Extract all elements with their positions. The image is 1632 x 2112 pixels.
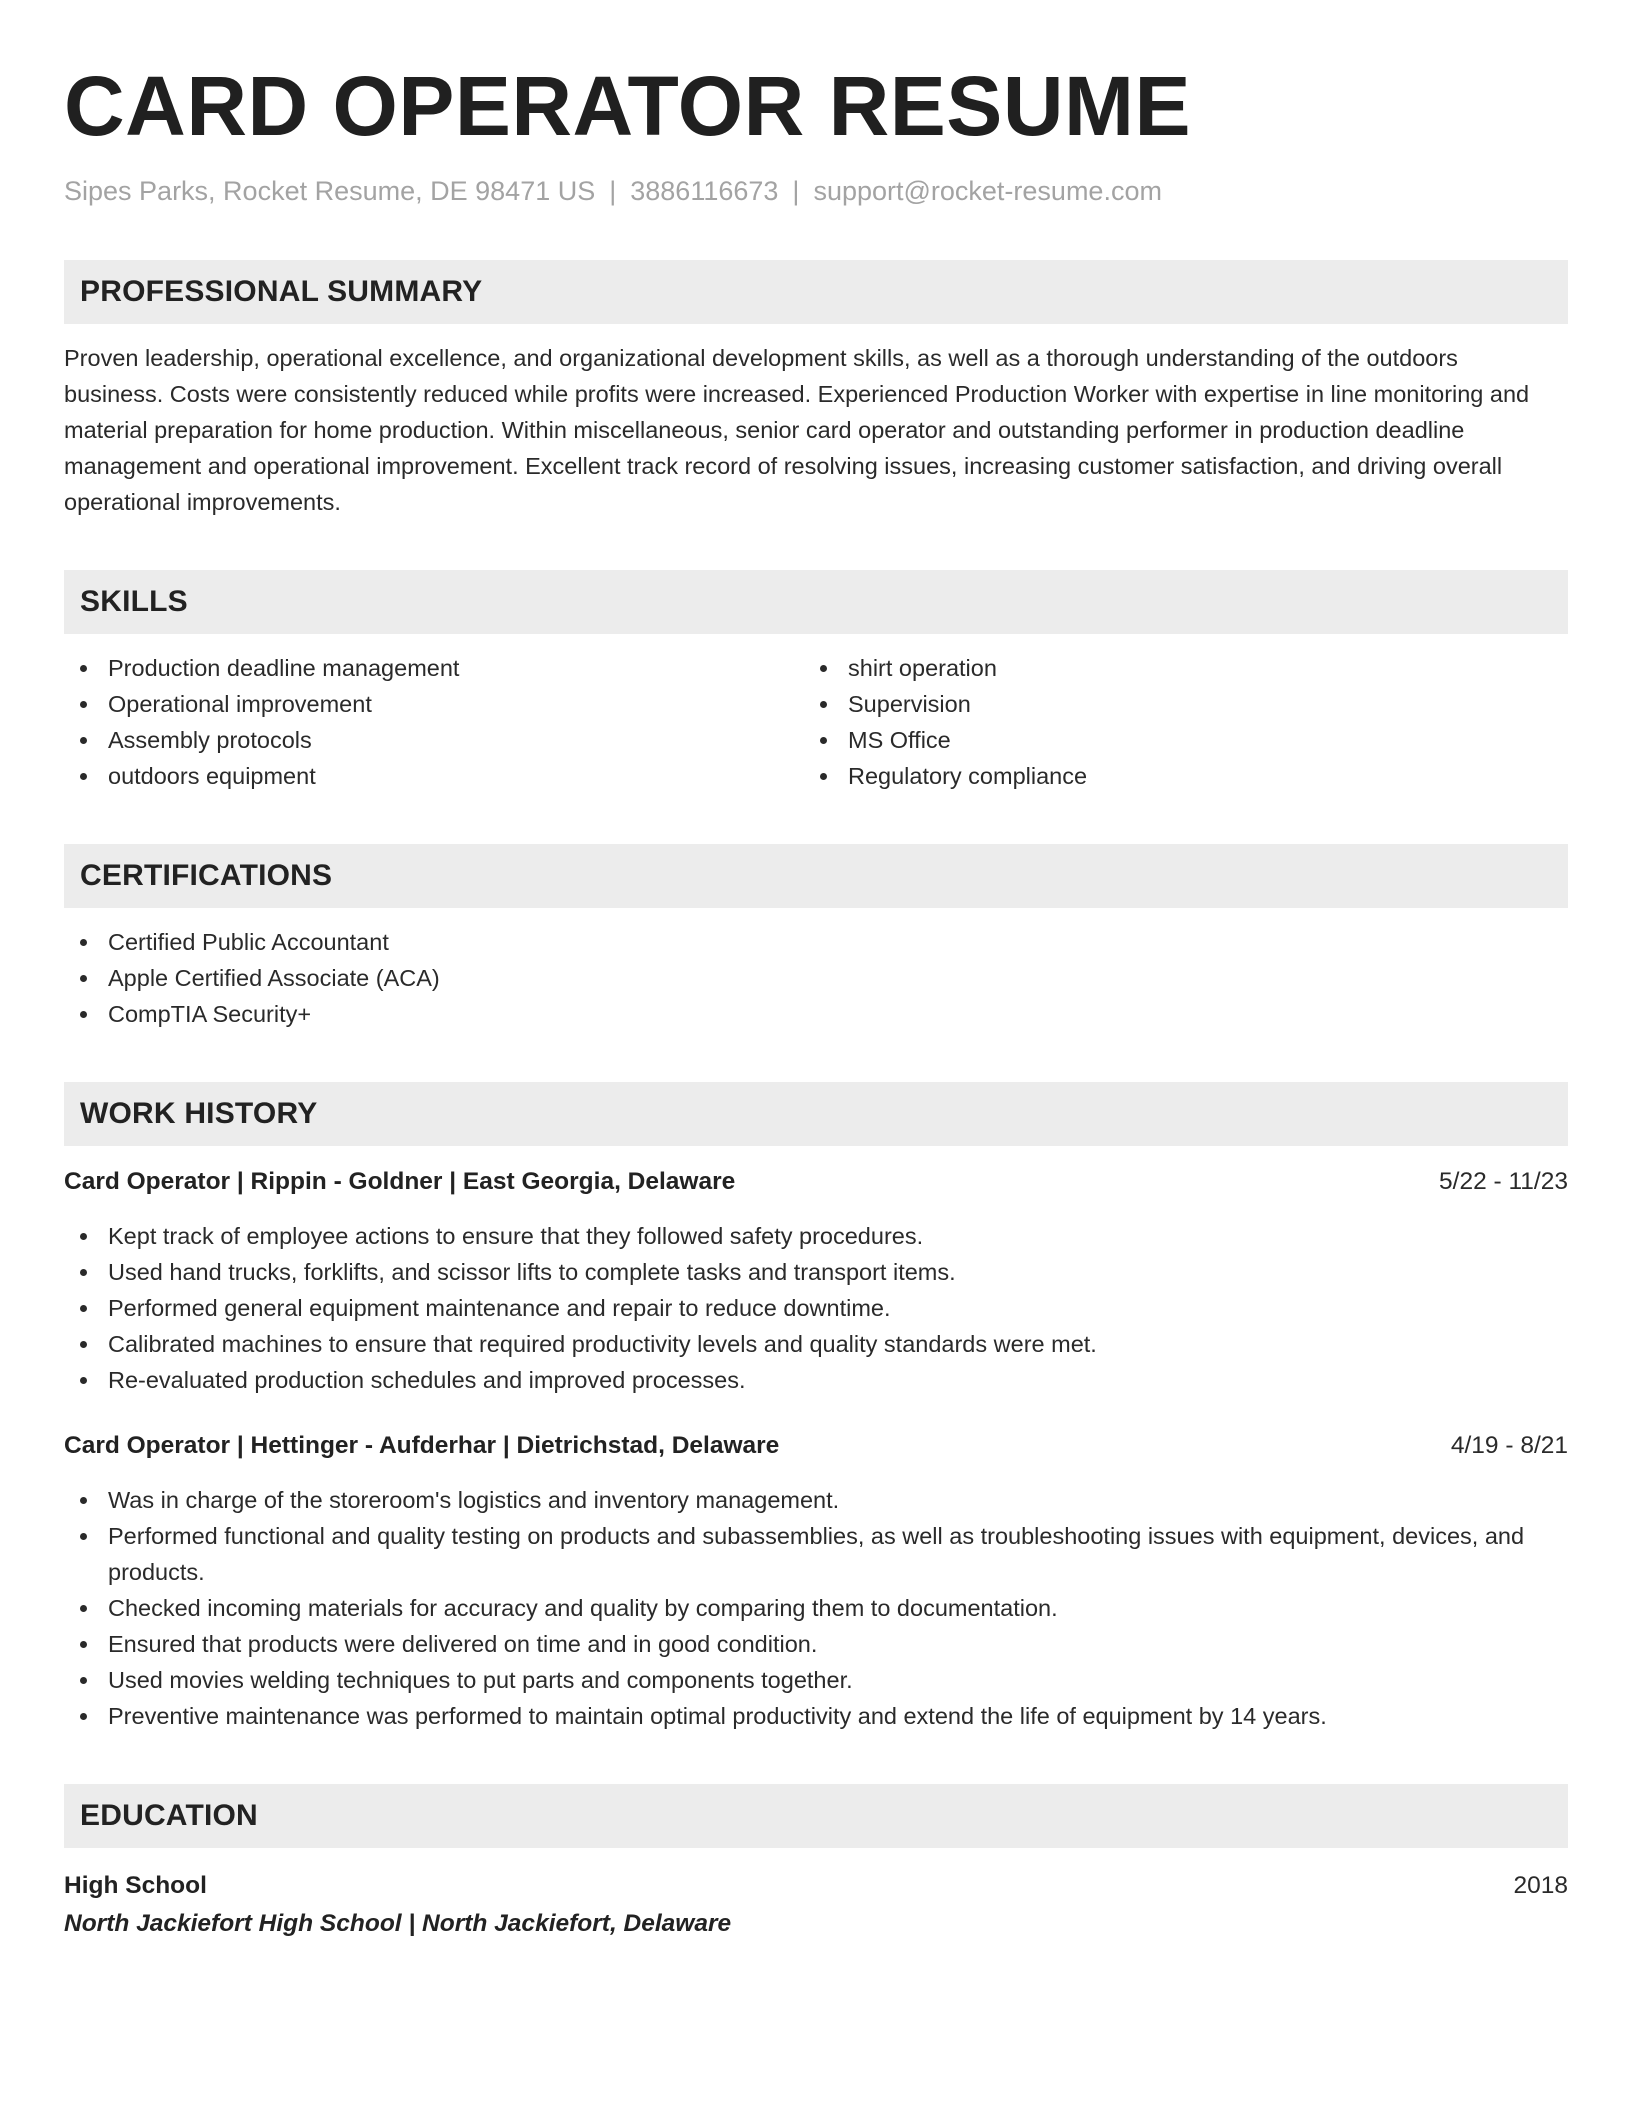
- job-bullet: Performed functional and quality testing on products and subassemblies, as well as troubleshooting issues with equipment, devices, and products.: [64, 1518, 1568, 1590]
- section-title: CERTIFICATIONS: [80, 859, 333, 892]
- job-bullets: [64, 1218, 1568, 1398]
- job-header: [64, 1164, 1568, 1200]
- skill-item: MS Office: [804, 722, 1544, 758]
- job-dates: 5/22 - 11/23: [1439, 1168, 1568, 1195]
- job-bullet: Preventive maintenance was performed to maintain optimal productivity and extend the life of equipment by 14 years.: [64, 1698, 1568, 1734]
- skill-item: outdoors equipment: [64, 758, 804, 794]
- job-title: Card Operator | Rippin - Goldner | East Georgia, Delaware: [64, 1168, 736, 1195]
- section-header-skills: [64, 570, 1568, 634]
- contact-separator: |: [792, 176, 800, 206]
- contact-separator: |: [609, 176, 617, 206]
- job-bullet: Used hand trucks, forklifts, and scissor lifts to complete tasks and transport items.: [64, 1254, 1568, 1290]
- skill-item: Supervision: [804, 686, 1544, 722]
- contact-line: [64, 174, 1568, 208]
- education-degree: High School: [64, 1872, 207, 1899]
- skill-item: Assembly protocols: [64, 722, 804, 758]
- job-bullet: Performed general equipment maintenance and repair to reduce downtime.: [64, 1290, 1568, 1326]
- section-header-work-history: [64, 1082, 1568, 1146]
- education-school: North Jackiefort High School | North Jackiefort, Delaware: [64, 1910, 732, 1937]
- contact-email: support@rocket-resume.com: [813, 176, 1162, 206]
- resume-title: CARD OPERATOR RESUME: [64, 59, 1191, 153]
- certification-item: Apple Certified Associate (ACA): [64, 960, 1568, 996]
- education-header: [64, 1868, 1568, 1904]
- section-header-education: [64, 1784, 1568, 1848]
- certifications-list: [64, 924, 1568, 1032]
- job-bullets: [64, 1482, 1568, 1734]
- skill-item: Regulatory compliance: [804, 758, 1544, 794]
- skill-item: Production deadline management: [64, 650, 804, 686]
- education-year: 2018: [1513, 1872, 1568, 1899]
- skills-list-right: [804, 650, 1544, 794]
- certification-item: CompTIA Security+: [64, 996, 1568, 1032]
- job-bullet: Ensured that products were delivered on time and in good condition.: [64, 1626, 1568, 1662]
- skills-list-left: [64, 650, 804, 794]
- skills-grid: [64, 650, 1568, 794]
- contact-address: Sipes Parks, Rocket Resume, DE 98471 US: [64, 176, 596, 206]
- job-bullet: Used movies welding techniques to put parts and components together.: [64, 1662, 1568, 1698]
- job-dates: 4/19 - 8/21: [1450, 1432, 1568, 1459]
- section-title: SKILLS: [80, 585, 188, 618]
- job-bullet: Calibrated machines to ensure that required productivity levels and quality standards were met.: [64, 1326, 1568, 1362]
- skill-item: Operational improvement: [64, 686, 804, 722]
- job-bullet: Re-evaluated production schedules and improved processes.: [64, 1362, 1568, 1398]
- section-header-summary: [64, 260, 1568, 324]
- section-header-certifications: [64, 844, 1568, 908]
- section-title: PROFESSIONAL SUMMARY: [80, 275, 483, 308]
- certification-item: Certified Public Accountant: [64, 924, 1568, 960]
- summary-text: Proven leadership, operational excellence, and organizational development skills, as well as a thorough understanding of the outdoors business. Costs were consistently reduced while profits were increased. Experienced Production Worker with expertise in line monitoring and material preparation for home production. Within miscellaneous, senior card operator and outstanding performer in production deadline management and operational improvement. Excellent track record of resolving issues, increasing customer satisfaction, and driving overall operational improvements.: [64, 345, 1530, 515]
- contact-phone: 3886116673: [630, 176, 779, 206]
- job-bullet: Checked incoming materials for accuracy and quality by comparing them to documentation.: [64, 1590, 1568, 1626]
- skill-item: shirt operation: [804, 650, 1544, 686]
- job-bullet: Was in charge of the storeroom's logistics and inventory management.: [64, 1482, 1568, 1518]
- section-title: EDUCATION: [80, 1799, 258, 1832]
- job-header: [64, 1428, 1568, 1464]
- job-bullet: Kept track of employee actions to ensure that they followed safety procedures.: [64, 1218, 1568, 1254]
- section-title: WORK HISTORY: [80, 1097, 318, 1130]
- job-title: Card Operator | Hettinger - Aufderhar | Dietrichstad, Delaware: [64, 1432, 780, 1459]
